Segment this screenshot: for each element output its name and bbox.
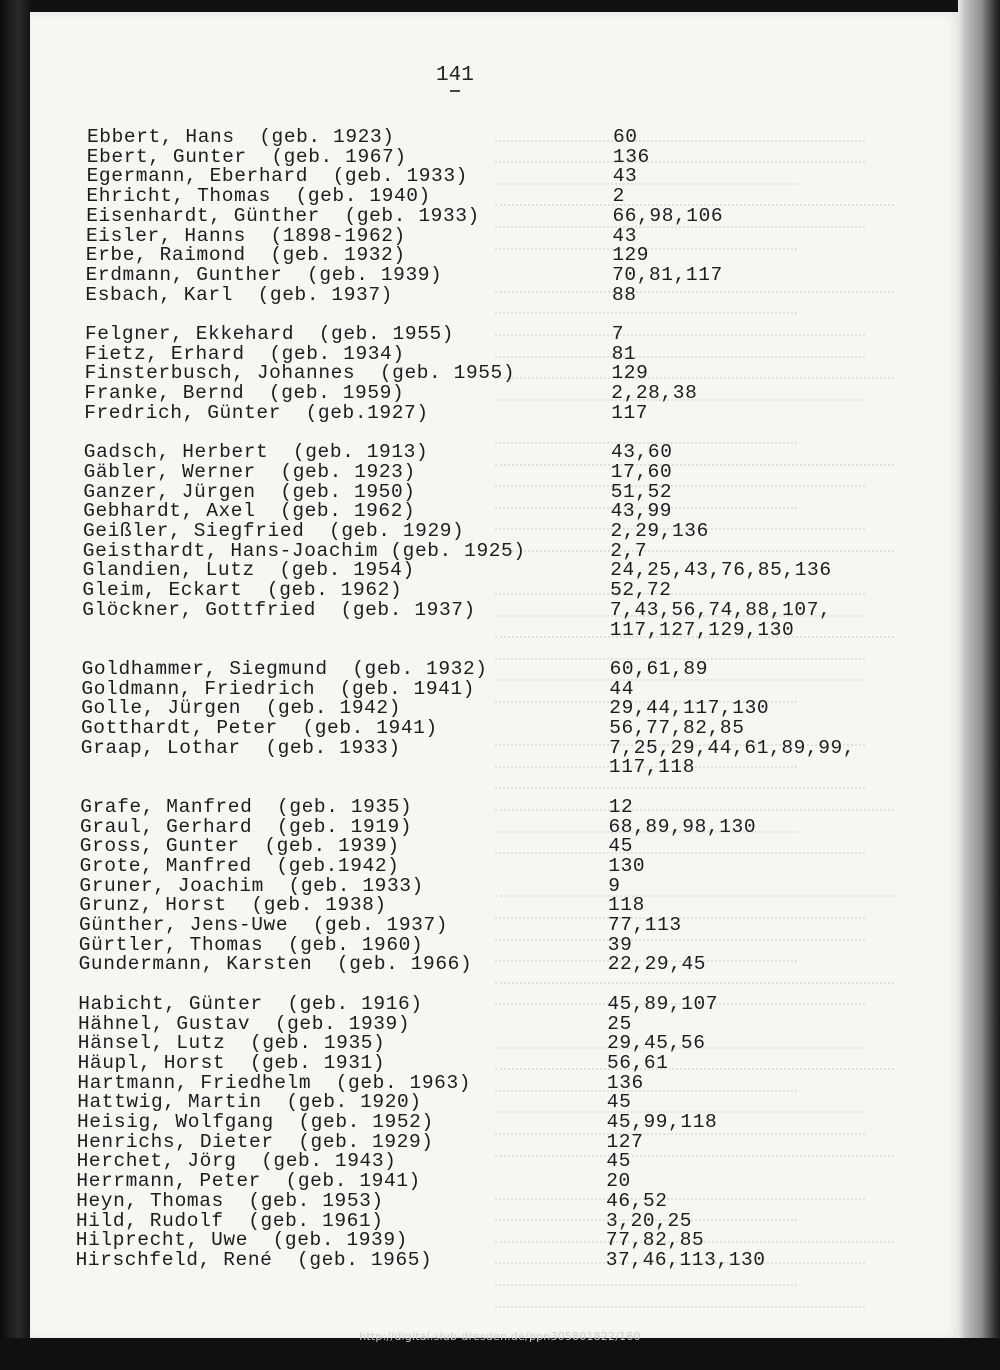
entry-page-refs: 52,72 <box>610 579 672 602</box>
entry-page-refs: 43 <box>612 165 638 188</box>
entry-name: Gross, Gunter (geb. 1939) <box>79 835 400 858</box>
entry-page-refs: 12 <box>608 795 634 818</box>
entry-name: Gundermann, Karsten (geb. 1966) <box>78 953 473 976</box>
book-spine-edge <box>0 0 30 1370</box>
entry-name: Gleim, Eckart (geb. 1962) <box>82 579 403 602</box>
entry-page-refs: 136 <box>606 1071 644 1094</box>
entry-name: Grunz, Horst (geb. 1938) <box>79 894 387 917</box>
entry-name: Erdmann, Gunther (geb. 1939) <box>85 263 443 286</box>
entry-name: Heyn, Thomas (geb. 1953) <box>76 1189 384 1212</box>
entry-page-refs: 66,98,106 <box>612 204 724 227</box>
entry-name: Esbach, Karl (geb. 1937) <box>85 283 393 306</box>
entry-name: Herrmann, Peter (geb. 1941) <box>76 1170 421 1193</box>
page-number-underline <box>450 90 460 92</box>
entry-page-refs: 7 <box>611 323 624 345</box>
entry-page-refs: 117,127,129,130 <box>609 618 795 641</box>
entry-name: Geißler, Siegfried (geb. 1929) <box>83 520 465 542</box>
entry-page-refs: 45,99,118 <box>606 1111 718 1133</box>
entry-name: Hilprecht, Uwe (geb. 1939) <box>75 1229 408 1252</box>
entry-name: Hartmann, Friedhelm (geb. 1963) <box>77 1071 472 1094</box>
entry-name: Ehricht, Thomas (geb. 1940) <box>86 185 431 208</box>
entry-page-refs: 88 <box>611 283 637 306</box>
entry-name: Ebert, Gunter (geb. 1967) <box>86 145 407 168</box>
entry-page-refs: 7,25,29,44,61,89,99, <box>609 736 856 759</box>
entry-page-refs: 43,99 <box>610 500 673 523</box>
entry-page-refs: 60 <box>613 126 638 148</box>
entry-name: Hild, Rudolf (geb. 1961) <box>76 1209 384 1232</box>
entry-name: Hattwig, Martin (geb. 1920) <box>77 1091 422 1114</box>
entry-name: Egermann, Eberhard (geb. 1933) <box>86 165 468 188</box>
entry-name: Günther, Jens-Uwe (geb. 1937) <box>79 914 449 936</box>
page-curl-edge <box>958 0 1000 1370</box>
entry-name: Graul, Gerhard (geb. 1919) <box>80 815 413 838</box>
entry-name: Hänsel, Lutz (geb. 1935) <box>77 1032 386 1055</box>
entry-page-refs: 136 <box>612 145 650 168</box>
entry-page-refs: 56,61 <box>606 1051 669 1074</box>
entry-name: Grafe, Manfred (geb. 1935) <box>80 795 413 818</box>
entry-page-refs: 118 <box>607 894 645 917</box>
entry-page-refs: 60,61,89 <box>609 657 709 680</box>
entry-page-refs: 39 <box>607 933 633 956</box>
entry-page-refs: 22,29,45 <box>607 953 707 976</box>
entry-name: Gäbler, Werner (geb. 1923) <box>83 460 416 483</box>
entry-page-refs: 29,45,56 <box>607 1032 706 1055</box>
entry-name: Fredrich, Günter (geb.1927) <box>84 401 429 424</box>
entry-page-refs: 45,89,107 <box>607 992 719 1015</box>
entry-name: Golle, Jürgen (geb. 1942) <box>81 697 402 720</box>
entry-name: Erbe, Raimond (geb. 1932) <box>85 244 406 267</box>
entry-page-refs: 45 <box>606 1091 632 1114</box>
entry-page-refs: 29,44,117,130 <box>609 697 770 720</box>
entry-page-refs: 9 <box>608 874 621 897</box>
entry-page-refs: 127 <box>606 1130 644 1153</box>
entry-name: Herchet, Jörg (geb. 1943) <box>76 1150 397 1173</box>
entry-page-refs: 129 <box>611 362 649 385</box>
entry-name: Gebhardt, Axel (geb. 1962) <box>83 500 416 523</box>
entry-name: Finsterbusch, Johannes (geb. 1955) <box>84 362 516 385</box>
entry-name: Heisig, Wolfgang (geb. 1952) <box>77 1111 434 1133</box>
entry-page-refs: 43,60 <box>610 441 673 464</box>
entry-name: Grote, Manfred (geb.1942) <box>79 854 400 877</box>
entry-name: Hirschfeld, René (geb. 1965) <box>75 1248 433 1271</box>
entry-page-refs: 2,28,38 <box>611 382 698 405</box>
entry-page-refs: 45 <box>608 835 633 858</box>
entry-name: Gürtler, Thomas (geb. 1960) <box>78 933 424 956</box>
entry-name: Felgner, Ekkehard (geb. 1955) <box>85 323 455 345</box>
entry-name: Franke, Bernd (geb. 1959) <box>84 382 405 405</box>
entry-page-refs: 117,118 <box>608 756 696 779</box>
page-number-text: 141 <box>436 64 474 87</box>
entry-name: Glöckner, Gottfried (geb. 1937) <box>82 598 476 621</box>
entry-page-refs: 70,81,117 <box>612 263 723 286</box>
entry-page-refs: 129 <box>612 244 650 267</box>
footer-url: http://digital.slub-dresden.de/ppn305801822/160 <box>359 1330 641 1343</box>
entry-page-refs: 45 <box>606 1150 631 1173</box>
entry-name: Glandien, Lutz (geb. 1954) <box>82 559 415 582</box>
entry-name: Fietz, Erhard (geb. 1934) <box>84 342 405 365</box>
entry-name: Habicht, Günter (geb. 1916) <box>78 992 423 1015</box>
entry-name: Geisthardt, Hans-Joachim (geb. 1925) <box>82 539 526 562</box>
entry-page-refs: 20 <box>606 1170 631 1193</box>
entry-page-refs: 81 <box>611 342 637 365</box>
entry-page-refs: 130 <box>608 854 646 877</box>
entry-name: Goldmann, Friedrich (geb. 1941) <box>81 677 476 700</box>
entry-page-refs: 117 <box>611 401 649 424</box>
entry-name: Gadsch, Herbert (geb. 1913) <box>83 441 429 464</box>
entry-page-refs: 43 <box>612 224 637 247</box>
entry-page-refs: 37,46,113,130 <box>605 1248 766 1271</box>
entry-name: Eisenhardt, Günther (geb. 1933) <box>86 204 480 227</box>
entry-name: Gruner, Joachim (geb. 1933) <box>79 874 424 897</box>
entry-page-refs: 25 <box>607 1012 632 1035</box>
entry-page-refs: 44 <box>609 677 634 700</box>
entry-name: Eisler, Hanns (1898-1962) <box>86 224 406 247</box>
entry-page-refs: 2 <box>612 185 625 208</box>
entry-name: Ebbert, Hans (geb. 1923) <box>87 126 395 148</box>
page-number <box>436 64 474 87</box>
entry-name: Goldhammer, Siegmund (geb. 1932) <box>81 657 488 680</box>
entry-page-refs: 77,82,85 <box>605 1229 705 1252</box>
entry-page-refs: 17,60 <box>610 460 673 483</box>
entry-page-refs: 56,77,82,85 <box>609 717 745 739</box>
entry-page-refs: 46,52 <box>606 1189 668 1212</box>
entry-name: Graap, Lothar (geb. 1933) <box>80 736 401 759</box>
entry-name: Henrichs, Dieter (geb. 1929) <box>76 1130 434 1153</box>
entry-page-refs: 51,52 <box>610 480 673 503</box>
entry-name: Hähnel, Gustav (geb. 1939) <box>78 1012 411 1035</box>
entry-page-refs: 2,7 <box>610 539 648 562</box>
entry-page-refs: 7,43,56,74,88,107, <box>609 598 832 621</box>
entry-page-refs: 77,113 <box>607 914 682 936</box>
entry-name: Gotthardt, Peter (geb. 1941) <box>81 717 438 739</box>
entry-page-refs: 24,25,43,76,85,136 <box>610 559 832 582</box>
entry-page-refs: 68,89,98,130 <box>608 815 757 838</box>
entry-name: Ganzer, Jürgen (geb. 1950) <box>83 480 416 503</box>
entry-page-refs: 3,20,25 <box>606 1209 693 1232</box>
entry-page-refs: 2,29,136 <box>610 520 709 542</box>
entry-name: Häupl, Horst (geb. 1931) <box>77 1051 386 1074</box>
